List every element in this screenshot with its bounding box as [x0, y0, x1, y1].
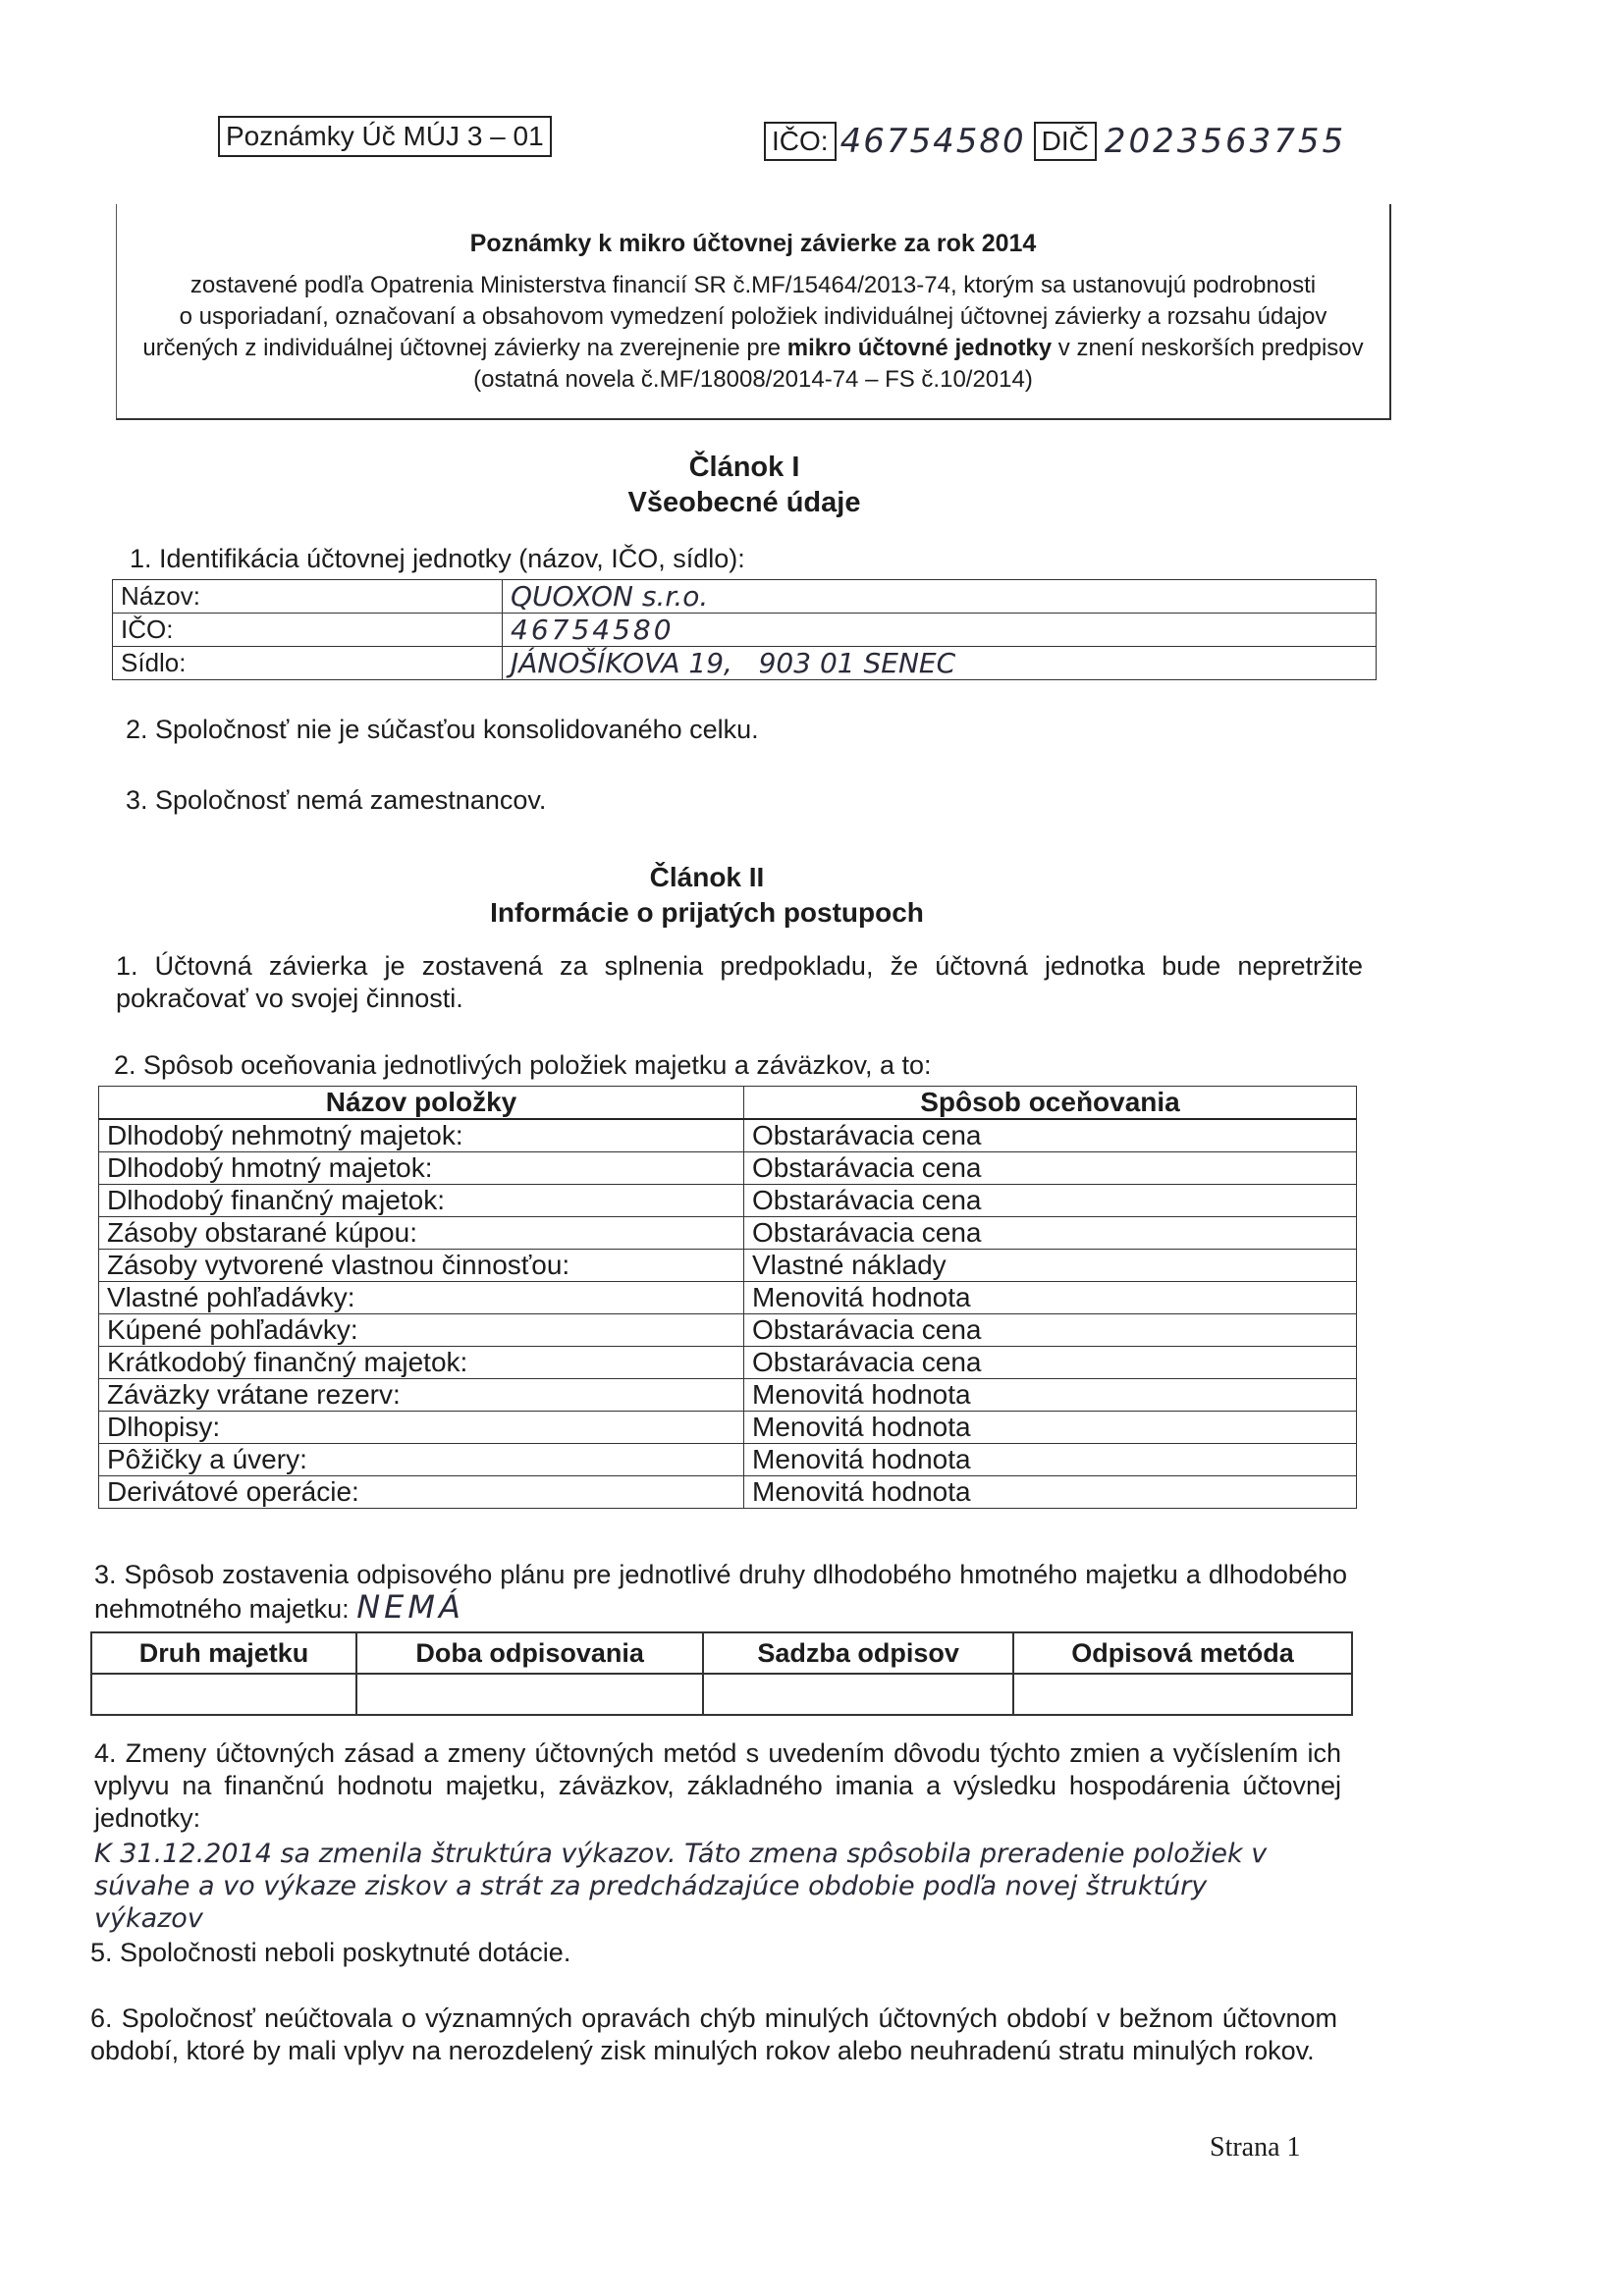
article2-item4-note: K 31.12.2014 sa zmenila štruktúra výkazov. Táto zmena spôsobila preradenie položiek v súvahe a vo výkaze ziskov a strát za predchádzajúce obdobie podľa novej štruktúry výkazov — [94, 1839, 1268, 1934]
column-header: Doba odpisovania — [356, 1632, 703, 1674]
intro-text — [117, 270, 1389, 396]
valuation-method: Obstarávacia cena — [744, 1185, 1357, 1217]
table-cell — [703, 1674, 1013, 1715]
valuation-method: Menovitá hodnota — [744, 1379, 1357, 1412]
valuation-table — [98, 1086, 1357, 1509]
table-row — [99, 1314, 1357, 1347]
valuation-method: Menovitá hodnota — [744, 1282, 1357, 1314]
valuation-item: Derivátové operácie: — [99, 1476, 744, 1509]
intro-box — [116, 204, 1391, 420]
id-label: Sídlo: — [113, 647, 503, 680]
table-row — [99, 1282, 1357, 1314]
table-row — [99, 1152, 1357, 1185]
dic-label: DIČ — [1034, 122, 1097, 161]
intro-line: zostavené podľa Opatrenia Ministerstva financií SR č.MF/15464/2013-74, ktorým sa ustanovujú podrobnosti — [189, 272, 1317, 298]
valuation-item: Vlastné pohľadávky: — [99, 1282, 744, 1314]
article2-item3-handwritten: NEMÁ — [356, 1588, 464, 1626]
article2-item3 — [94, 1559, 1347, 1626]
table-row — [99, 1412, 1357, 1444]
column-header: Spôsob oceňovania — [744, 1087, 1357, 1120]
article2-item1: 1. Účtovná závierka je zostavená za splnenia predpokladu, že účtovná jednotka bude nepretržite pokračovať vo svojej činnosti. — [116, 951, 1363, 1013]
column-header: Názov položky — [99, 1087, 744, 1120]
valuation-method: Menovitá hodnota — [744, 1412, 1357, 1444]
table-row — [99, 1444, 1357, 1476]
depreciation-table — [90, 1631, 1353, 1716]
table-row — [99, 1476, 1357, 1509]
intro-line: o usporiadaní, označovaní a obsahovom vymedzení položiek individuálnej účtovnej závierky a rozsahu údajov — [179, 303, 1327, 330]
table-row — [91, 1674, 1352, 1715]
valuation-item: Záväzky vrátane rezerv: — [99, 1379, 744, 1412]
id-value: JÁNOŠÍKOVA 19, 903 01 SENEC — [503, 647, 1377, 680]
valuation-item: Dlhopisy: — [99, 1412, 744, 1444]
table-row — [99, 1347, 1357, 1379]
valuation-method: Obstarávacia cena — [744, 1314, 1357, 1347]
article1-number: Článok I — [688, 452, 800, 483]
form-label: Poznámky Úč MÚJ 3 – 01 — [218, 116, 552, 157]
id-header — [764, 122, 1346, 161]
valuation-method: Vlastné náklady — [744, 1250, 1357, 1282]
table-row — [113, 614, 1377, 647]
article2-item4: 4. Zmeny účtovných zásad a zmeny účtovných metód s uvedením dôvodu týchto zmien a vyčíslením ich vplyvu na finančnú hodnotu majetku, záväzkov, základného imania a výsledku hospodárenia účtovnej jednotky: — [94, 1738, 1341, 1833]
id-label: IČO: — [113, 614, 503, 647]
table-cell — [91, 1674, 356, 1715]
table-cell — [356, 1674, 703, 1715]
intro-line — [117, 333, 1389, 364]
valuation-method: Obstarávacia cena — [744, 1217, 1357, 1250]
table-row — [99, 1379, 1357, 1412]
column-header: Odpisová metóda — [1013, 1632, 1352, 1674]
article2-item6: 6. Spoločnosť neúčtovala o významných opravách chýb minulých účtovných období v bežnom účtovnom období, ktoré by mali vplyv na nerozdelený zisk minulých rokov alebo neuhradenú stratu minulých rokov. — [90, 2003, 1337, 2065]
article1-item3: 3. Spoločnosť nemá zamestnancov. — [126, 785, 547, 815]
table-row — [113, 580, 1377, 614]
article1-title: Všeobecné údaje — [627, 487, 861, 518]
table-header-row — [91, 1632, 1352, 1674]
valuation-item: Kúpené pohľadávky: — [99, 1314, 744, 1347]
table-row — [99, 1119, 1357, 1152]
identification-table — [112, 579, 1377, 680]
column-header: Sadzba odpisov — [703, 1632, 1013, 1674]
valuation-method: Menovitá hodnota — [744, 1476, 1357, 1509]
valuation-item: Krátkodobý finančný majetok: — [99, 1347, 744, 1379]
intro-title: Poznámky k mikro účtovnej závierke za rok 2014 — [469, 230, 1037, 257]
article2-item3-text: 3. Spôsob zostavenia odpisového plánu pre jednotlivé druhy dlhodobého hmotného majetku a dlhodobého nehmotného majetku: — [94, 1560, 1347, 1624]
id-value: QUOXON s.r.o. — [503, 580, 1377, 614]
valuation-method: Menovitá hodnota — [744, 1444, 1357, 1476]
valuation-item: Zásoby vytvorené vlastnou činnosťou: — [99, 1250, 744, 1282]
article2-title: Informácie o prijatých postupoch — [490, 897, 924, 928]
ico-value: 46754580 — [839, 122, 1026, 161]
intro-line-bold: mikro účtovné jednotky — [786, 335, 1053, 361]
valuation-item: Dlhodobý finančný majetok: — [99, 1185, 744, 1217]
intro-line-part: v znení neskorších predpisov — [1052, 335, 1364, 361]
intro-line: (ostatná novela č.MF/18008/2014-74 – FS č.10/2014) — [473, 366, 1033, 393]
table-cell — [1013, 1674, 1352, 1715]
table-row — [113, 647, 1377, 680]
page-number: Strana 1 — [1210, 2132, 1301, 2163]
table-header-row — [99, 1087, 1357, 1120]
valuation-item: Dlhodobý hmotný majetok: — [99, 1152, 744, 1185]
article1-item1: 1. Identifikácia účtovnej jednotky (názov, IČO, sídlo): — [130, 544, 745, 573]
article1-heading — [0, 450, 1489, 520]
article2-item5: 5. Spoločnosti neboli poskytnuté dotácie. — [90, 1938, 571, 1967]
article2-item2: 2. Spôsob oceňovania jednotlivých položiek majetku a záväzkov, a to: — [114, 1050, 932, 1080]
table-row — [99, 1250, 1357, 1282]
valuation-method: Obstarávacia cena — [744, 1119, 1357, 1152]
valuation-item: Pôžičky a úvery: — [99, 1444, 744, 1476]
article1-item2: 2. Spoločnosť nie je súčasťou konsolidovaného celku. — [126, 715, 759, 744]
valuation-item: Dlhodobý nehmotný majetok: — [99, 1119, 744, 1152]
article2-number: Článok II — [649, 862, 765, 892]
valuation-method: Obstarávacia cena — [744, 1152, 1357, 1185]
article2-heading — [0, 860, 1414, 931]
table-row — [99, 1217, 1357, 1250]
id-label: Názov: — [113, 580, 503, 614]
valuation-item: Zásoby obstarané kúpou: — [99, 1217, 744, 1250]
id-value: 46754580 — [503, 614, 1377, 647]
table-row — [99, 1185, 1357, 1217]
dic-value: 2023563755 — [1104, 122, 1347, 161]
intro-line-part: určených z individuálnej účtovnej závierky na zverejnenie pre — [142, 335, 787, 361]
ico-label: IČO: — [764, 122, 837, 161]
valuation-method: Obstarávacia cena — [744, 1347, 1357, 1379]
column-header: Druh majetku — [91, 1632, 356, 1674]
